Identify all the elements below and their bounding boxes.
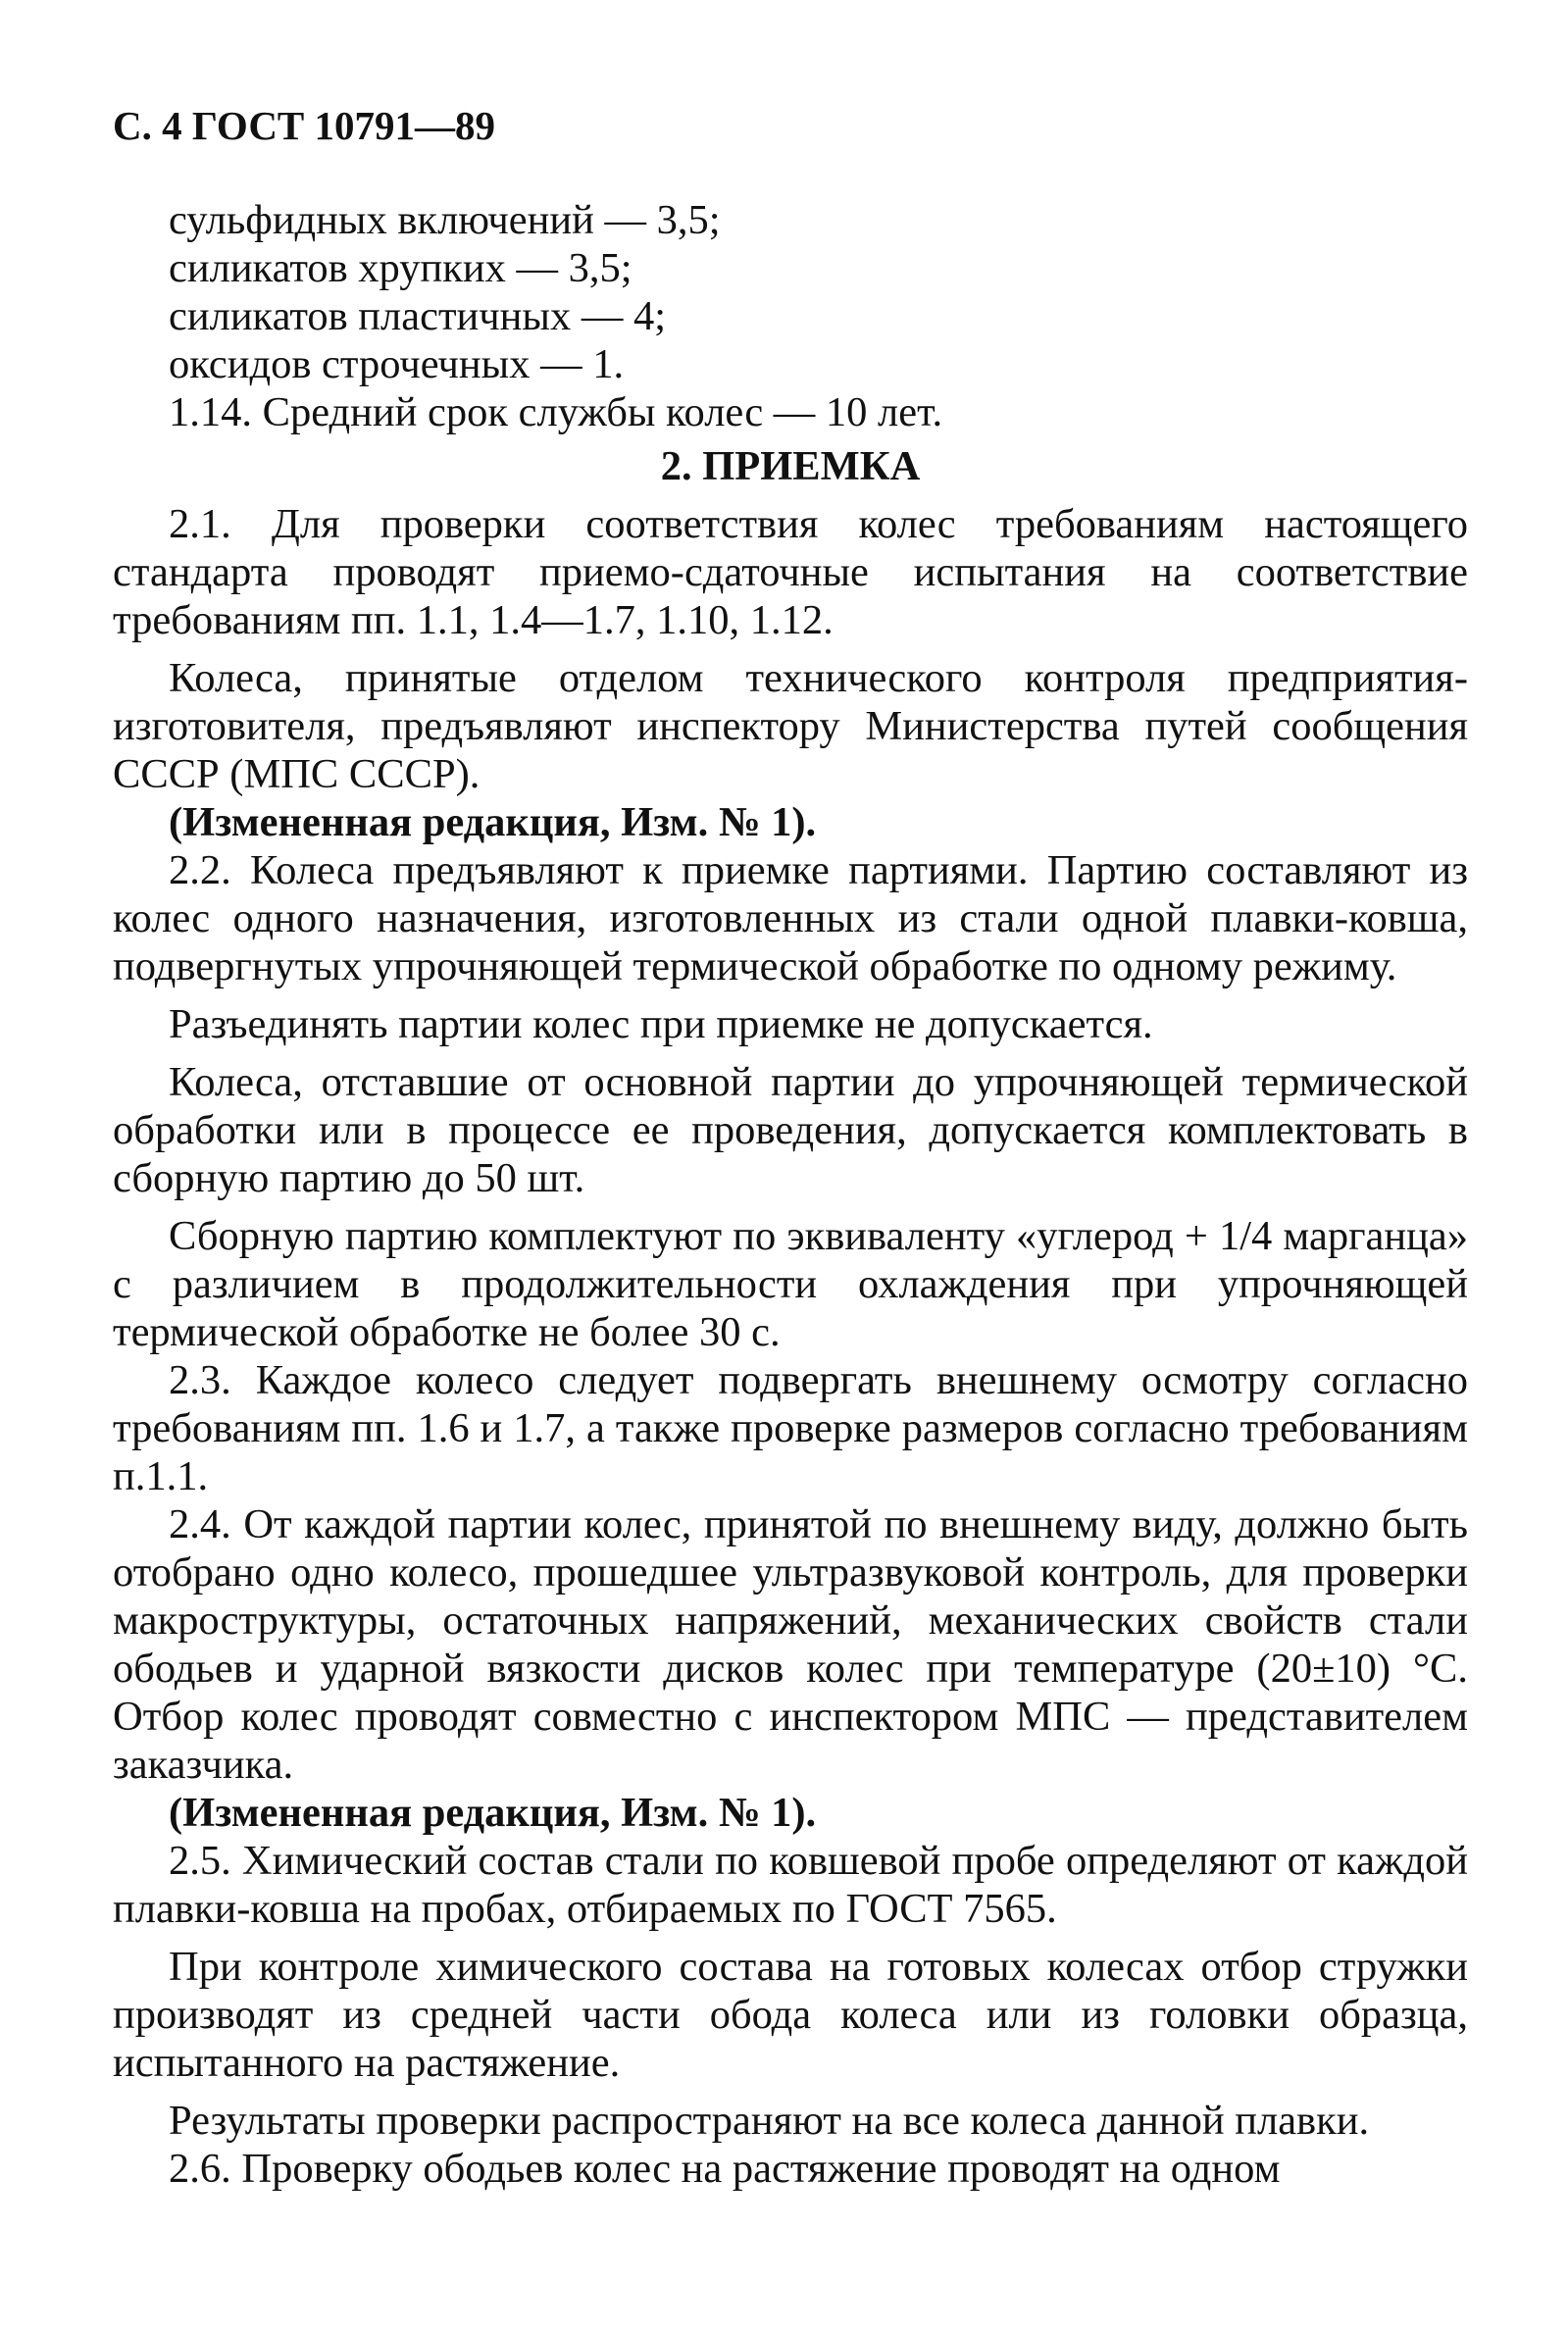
clause-2-5-paragraph-2: При контроле химического состава на готовых колесах отбор стружки производят из средней части обода колеса или из головки образца, испытанного на растяжение. xyxy=(113,1944,1468,2086)
list-item-brittle-silicates: силикатов хрупких — 3,5; xyxy=(169,245,632,291)
list-item-sulfide: сульфидных включений — 3,5; xyxy=(169,197,721,243)
clause-2-4: 2.4. От каждой партии колес, принятой по внешнему виду, должно быть отобрано одно колесо, прошедшее ультразвуковой контроль, для проверки макроструктуры, остаточных напряжений, механических свойств стали ободьев и ударной вязкости дисков колес при температуре (20±10) °С. Отбор колес проводят совместно с инспектором МПС — представителем заказчика. xyxy=(113,1501,1468,1788)
clause-2-2-paragraph-4: Сборную партию комплектуют по эквиваленту «углерод + 1/4 марганца» с различием в продолжительности охлаждения при упрочняющей термической обработке не более 30 с. xyxy=(113,1213,1468,1355)
amendment-note-2: (Измененная редакция, Изм. № 1). xyxy=(169,1790,817,1836)
list-item-plastic-silicates: силикатов пластичных — 4; xyxy=(169,293,667,339)
clause-2-1-paragraph-2: Колеса, принятые отделом технического контроля предприятия-изготовителя, предъявляют инспектору Министерства путей сообщения СССР (МПС СССР). xyxy=(113,655,1468,797)
clause-2-2-paragraph-3: Колеса, отставшие от основной партии до упрочняющей термической обработки или в процессе ее проведения, допускается комплектовать в сборную партию до 50 шт. xyxy=(113,1059,1468,1201)
clause-2-6: 2.6. Проверку ободьев колес на растяжение проводят на одном xyxy=(169,2146,1281,2192)
list-item-oxides: оксидов строчечных — 1. xyxy=(169,341,625,387)
section-title: 2. ПРИЕМКА xyxy=(660,443,921,489)
clause-1-14: 1.14. Средний срок службы колес — 10 лет. xyxy=(169,389,943,435)
amendment-note-1: (Измененная редакция, Изм. № 1). xyxy=(169,799,817,845)
clause-2-5: 2.5. Химический состав стали по ковшевой пробе определяют от каждой плавки-ковша на пробах, отбираемых по ГОСТ 7565. xyxy=(113,1838,1468,1932)
clause-2-2: 2.2. Колеса предъявляют к приемке партиями. Партию составляют из колес одного назначения, изготовленных из стали одной плавки-ковша, подвергнутых упрочняющей термической обработке по одному режиму. xyxy=(113,847,1468,989)
clause-2-2-paragraph-2: Разъединять партии колес при приемке не допускается. xyxy=(169,1001,1153,1047)
clause-2-1: 2.1. Для проверки соответствия колес требованиям настоящего стандарта проводят приемо-сдаточные испытания на соответствие требованиям пп. 1.1, 1.4—1.7, 1.10, 1.12. xyxy=(113,501,1468,643)
document-body xyxy=(113,196,1468,2193)
clause-2-3: 2.3. Каждое колесо следует подвергать внешнему осмотру согласно требованиям пп. 1.6 и 1.7, а также проверке размеров согласно требованиям п.1.1. xyxy=(113,1357,1468,1499)
page-header: С. 4 ГОСТ 10791—89 xyxy=(113,103,496,148)
clause-2-5-paragraph-3: Результаты проверки распространяют на все колеса данной плавки. xyxy=(169,2098,1370,2144)
